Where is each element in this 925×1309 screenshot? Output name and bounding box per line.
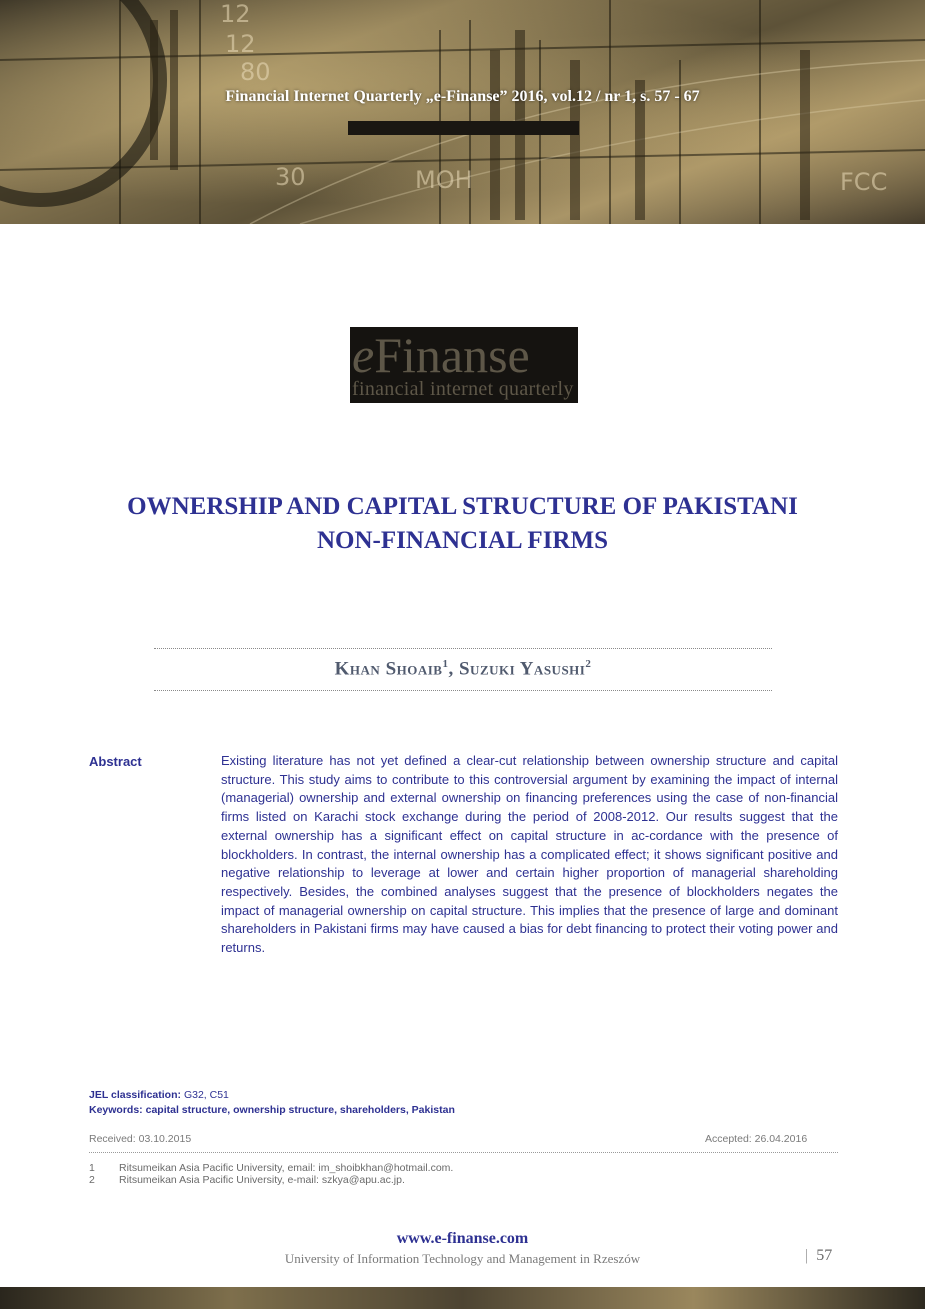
logo-wordmark (352, 327, 530, 383)
author-ref: 2 (585, 658, 592, 670)
banner-number: 12 (225, 30, 256, 58)
footnote-text: Ritsumeikan Asia Pacific University, e-mail: szkya@apu.ac.jp. (119, 1174, 405, 1186)
title-line: NON-FINANCIAL FIRMS (317, 527, 608, 554)
banner-number: 30 (275, 163, 306, 191)
page-number (805, 1247, 832, 1265)
page-number-value: 57 (816, 1247, 833, 1264)
page-separator: | (805, 1247, 809, 1264)
banner-number: FCC (840, 168, 888, 196)
jel-classification (89, 1089, 229, 1101)
banner-decoration (0, 0, 925, 224)
keywords (89, 1104, 455, 1116)
footnote (89, 1162, 453, 1174)
authors-rule-bottom (154, 690, 772, 691)
journal-logo (350, 327, 578, 403)
footnote-text: Ritsumeikan Asia Pacific University, email: im_shoibkhan@hotmail.com. (119, 1162, 454, 1174)
abstract-label: Abstract (89, 754, 142, 769)
footnote-number: 1 (89, 1162, 95, 1174)
journal-url[interactable]: www.e-finanse.com (396, 1230, 529, 1247)
authors-rule-top (154, 648, 772, 649)
footnote-rule (89, 1152, 838, 1153)
author-name: Khan Shoaib (334, 658, 443, 680)
footnote-number: 2 (89, 1174, 95, 1186)
logo-prefix: e (352, 327, 375, 383)
title-line: OWNERSHIP AND CAPITAL STRUCTURE OF PAKISTANI (127, 493, 798, 520)
received-date: Received: 03.10.2015 (89, 1133, 192, 1145)
abstract-text: Existing literature has not yet defined a clear-cut relationship between ownership structure and capital structure. This study aims to contribute to this controversial argument by examining the impact of internal (managerial) ownership and external ownership on financing preferences using the case of non-financial firms listed on Karachi stock exchange during the period of 2008-2012. Our results suggest that the external ownership has a significant effect on capital structure in ac-cordance with the presence of blockholders. In contrast, the internal ownership has a complicated effect; it shows significant positive and negative relationship to leverage at lower and certain higher proportion of managerial shareholding respectively. Besides, the combined analyses suggest that the presence of blockholders negates the impact of managerial ownership on capital structure. This implies that the presence of large and dominant shareholders in Pakistani firms may have caused a bias for debt financing to protect their voting power and returns. (221, 753, 838, 956)
footer-strip (0, 1287, 925, 1309)
publisher: University of Information Technology and Management in Rzeszów (284, 1251, 641, 1266)
banner-bar (348, 121, 579, 135)
keywords-value: capital structure, ownership structure, shareholders, Pakistan (145, 1104, 455, 1116)
logo-name: Finanse (374, 327, 530, 383)
keywords-label: Keywords: (89, 1104, 143, 1116)
banner-number: MOH (415, 166, 473, 194)
author-name: Suzuki Yasushi (458, 658, 586, 680)
jel-label: JEL classification: (89, 1089, 182, 1101)
article-title (60, 490, 865, 558)
journal-citation: Financial Internet Quarterly „e-Finanse” 2016, vol.12 / nr 1, s. 57 - 67 (225, 88, 700, 105)
header-banner (0, 0, 925, 224)
footnote (89, 1174, 405, 1186)
banner-number: 80 (240, 58, 271, 86)
jel-value: G32, C51 (183, 1089, 229, 1101)
authors (154, 658, 772, 680)
author-separator: , (448, 658, 459, 680)
accepted-date: Accepted: 26.04.2016 (705, 1133, 808, 1145)
logo-subtitle: financial internet quarterly (352, 378, 574, 400)
banner-number: 12 (220, 0, 251, 28)
author-ref: 1 (442, 658, 449, 670)
